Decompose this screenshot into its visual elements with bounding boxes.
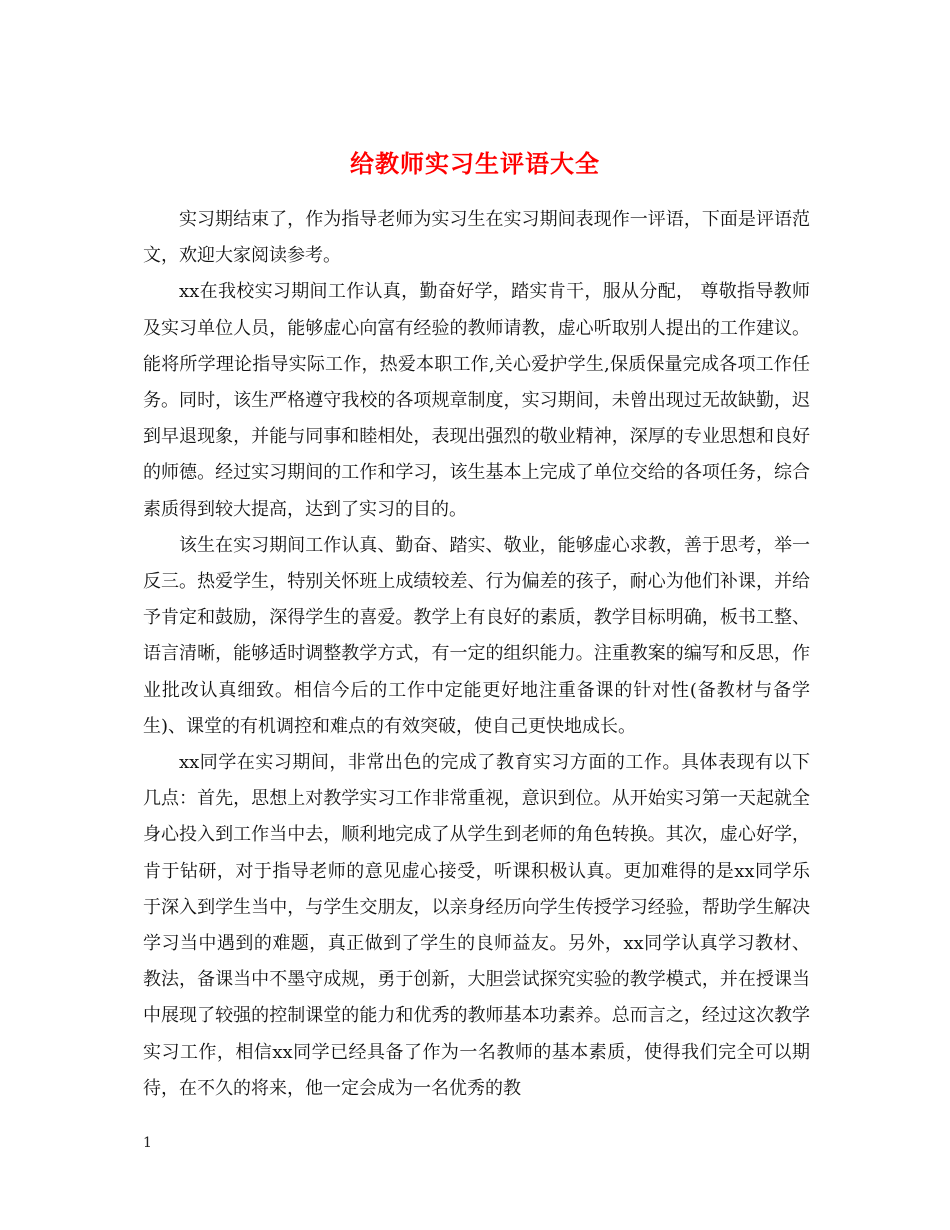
page-number: 1 (143, 1135, 152, 1151)
paragraph-evaluation-1: xx在我校实习期间工作认真，勤奋好学，踏实肯干，服从分配， 尊敬指导教师及实习单位人员，能够虚心向富有经验的教师请教，虚心听取别人提出的工作建议。能将所学理论指导实际工作，热爱本职工作,关心爱护学生,保质保量完成各项工作任务。同时，该生严格遵守我校的各项规章制度，实习期间，未曾出现过无故缺勤，迟到早退现象，并能与同事和睦相处，表现出强烈的敬业精神，深厚的专业思想和良好的师德。经过实习期间的工作和学习，该生基本上完成了单位交给的各项任务，综合素质得到较大提高，达到了实习的目的。 (143, 281, 810, 520)
paragraph-evaluation-3: xx同学在实习期间，非常出色的完成了教育实习方面的工作。具体表现有以下几点：首先，思想上对教学实习工作非常重视，意识到位。从开始实习第一天起就全身心投入到工作当中去，顺利地完成了从学生到老师的角色转换。其次，虚心好学，肯于钻研，对于指导老师的意见虚心接受，听课积极认真。更加难得的是xx同学乐于深入到学生当中，与学生交朋友，以亲身经历向学生传授学习经验，帮助学生解决学习当中遇到的难题，真正做到了学生的良师益友。另外，xx同学认真学习教材、教法，备课当中不墨守成规，勇于创新，大胆尝试探究实验的教学模式，并在授课当中展现了较强的控制课堂的能力和优秀的教师基本功素养。总而言之，经过这次教学实习工作，相信xx同学已经具备了作为一名教师的基本素质，使得我们完全可以期待，在不久的将来，他一定会成为一名优秀的教 (143, 752, 810, 1099)
paragraph-intro: 实习期结束了，作为指导老师为实习生在实习期间表现作一评语，下面是评语范文，欢迎大家阅读参考。 (143, 209, 810, 267)
document-body (143, 202, 810, 1107)
paragraph-evaluation-2: 该生在实习期间工作认真、勤奋、踏实、敬业，能够虚心求教，善于思考，举一反三。热爱学生，特别关怀班上成绩较差、行为偏差的孩子，耐心为他们补课，并给予肯定和鼓励，深得学生的喜爱。教学上有良好的素质，教学目标明确，板书工整、语言清晰，能够适时调整教学方式，有一定的组织能力。注重教案的编写和反思，作业批改认真细致。相信今后的工作中定能更好地注重备课的针对性(备教材与备学生)、课堂的有机调控和难点的有效突破，使自己更快地成长。 (143, 534, 810, 737)
document-title: 给教师实习生评语大全 (350, 149, 600, 179)
